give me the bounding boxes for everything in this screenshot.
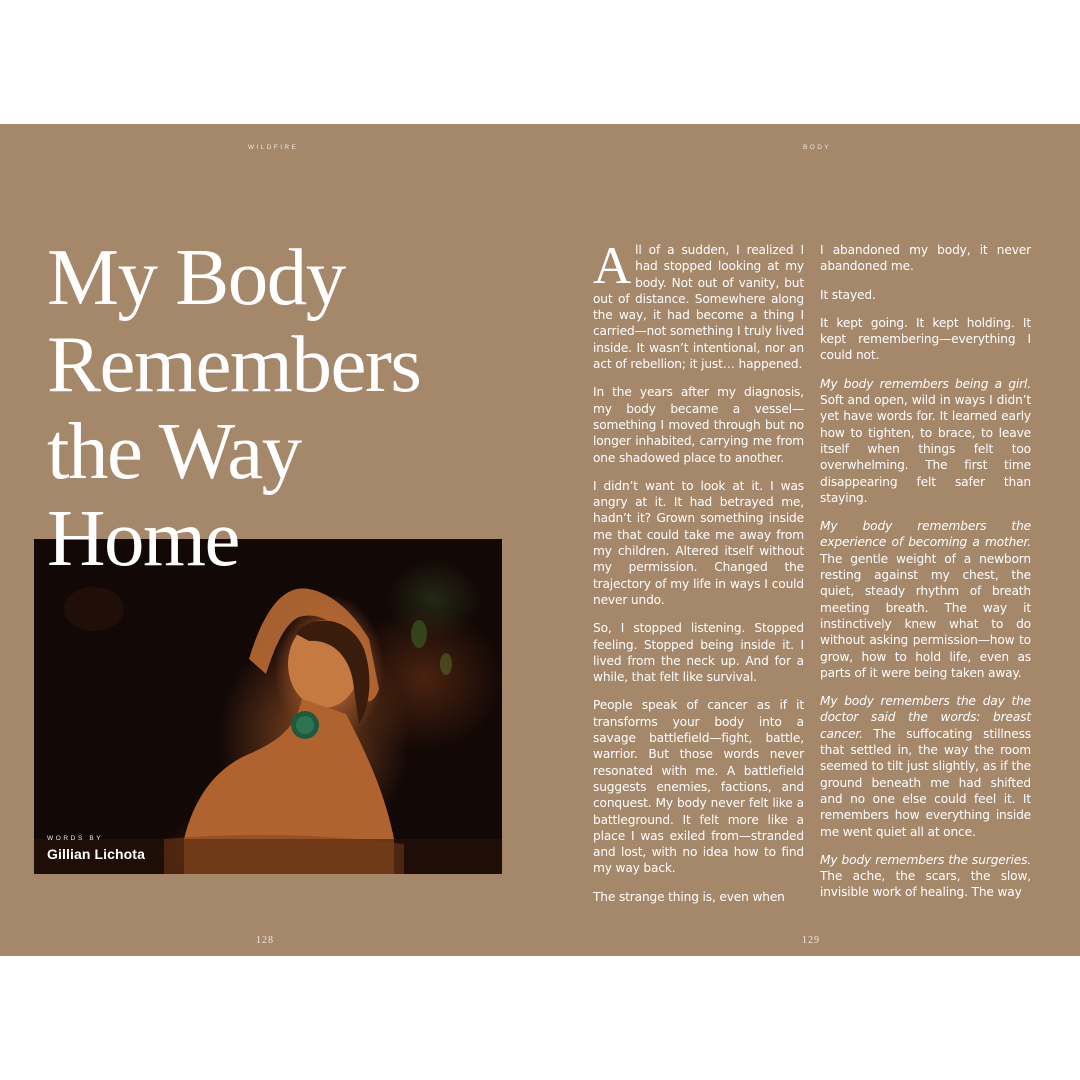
section-header-left: WILDFIRE xyxy=(248,144,299,151)
body-paragraph xyxy=(820,693,1031,840)
section-header-right: BODY xyxy=(803,144,832,151)
body-paragraph: The strange thing is, even when xyxy=(593,889,785,904)
page-number-left: 128 xyxy=(256,935,274,946)
emphasis-text: My body remembers the day the doctor said the words: breast cancer. xyxy=(820,694,1031,741)
headline-line: the Way xyxy=(47,406,301,496)
body-paragraph: I abandoned my body, it never abandoned me. xyxy=(820,243,1031,274)
emphasis-text: My body remembers the surgeries. xyxy=(820,852,1031,867)
article-column-2 xyxy=(820,242,1031,913)
article-headline xyxy=(47,234,477,582)
magazine-spread xyxy=(0,124,1080,956)
headline-line: Remembers xyxy=(47,319,421,409)
emphasis-text: My body remembers being a girl. xyxy=(820,376,1031,391)
body-paragraph: I didn’t want to look at it. I was angry at it. It had betrayed me, hadn’t it? Grown something inside me that could take me away from my children. Altered itself without my permission. Changed the trajectory of my life in ways I could never undo. xyxy=(593,478,804,607)
paragraph-text: ll of a sudden, I realized I had stopped looking at my body. Not out of vanity, but out of distance. Somewhere along the way, it had become a thing I carried—not something I truly lived inside. It wasn’t intentional, nor an act of rebellion; it just… happened. xyxy=(593,243,804,372)
article-column-1 xyxy=(593,237,804,917)
body-paragraph: It kept going. It kept holding. It kept remembering—everything I could not. xyxy=(820,315,1031,363)
paragraph-text: Soft and open, wild in ways I didn’t yet have words for. It learned early how to tighten, to brace, to leave itself when things felt too overwhelming. The first time disappearing felt safer than staying. xyxy=(820,393,1031,505)
body-paragraph xyxy=(593,237,804,372)
woman-portrait-illustration xyxy=(34,539,502,874)
author-name: Gillian Lichota xyxy=(47,846,145,862)
body-paragraph: In the years after my diagnosis, my body became a vessel—something I moved through but no longer inhabited, carrying me from one shadowed place to another. xyxy=(593,385,804,465)
drop-cap: A xyxy=(593,237,632,295)
body-paragraph: It stayed. xyxy=(820,287,876,302)
body-paragraph xyxy=(820,518,1031,681)
body-paragraph xyxy=(820,852,1031,901)
emphasis-text: My body remembers the experience of becoming a mother. xyxy=(820,519,1031,550)
credit-label: WORDS BY xyxy=(47,835,104,842)
headline-line: My Body xyxy=(47,232,345,322)
page-number-right: 129 xyxy=(802,935,820,946)
paragraph-text: The suffocating stillness that settled in, the way the room seemed to tilt just slightly, as if the ground beneath me had shifted and no one else could feel it. It remembers how everything inside me went quiet all at once. xyxy=(820,726,1031,839)
body-paragraph: So, I stopped listening. Stopped feeling. Stopped being inside it. I lived from the neck up. And for a while, that felt like survival. xyxy=(593,621,804,685)
body-paragraph: People speak of cancer as if it transforms your body into a savage battlefield—fight, battle, warrior. But those words never resonated with me. A battlefield suggests enemies, factions, and conquest. My body never felt like a battleground. It felt more like a place I was exiled from—stranded and lost, with no idea how to find my way back. xyxy=(593,698,804,876)
headline-line: Home xyxy=(47,493,239,583)
paragraph-text: The gentle weight of a newborn resting against my chest, the quiet, steady rhythm of breath meeting breath. The way it instinctively knew what to do without asking permission—how to grow, how to hold life, even as parts of it were being taken away. xyxy=(820,551,1031,680)
paragraph-text: The ache, the scars, the slow, invisible work of healing. The way xyxy=(820,869,1031,900)
body-paragraph xyxy=(820,376,1031,506)
hero-photo xyxy=(34,539,502,874)
